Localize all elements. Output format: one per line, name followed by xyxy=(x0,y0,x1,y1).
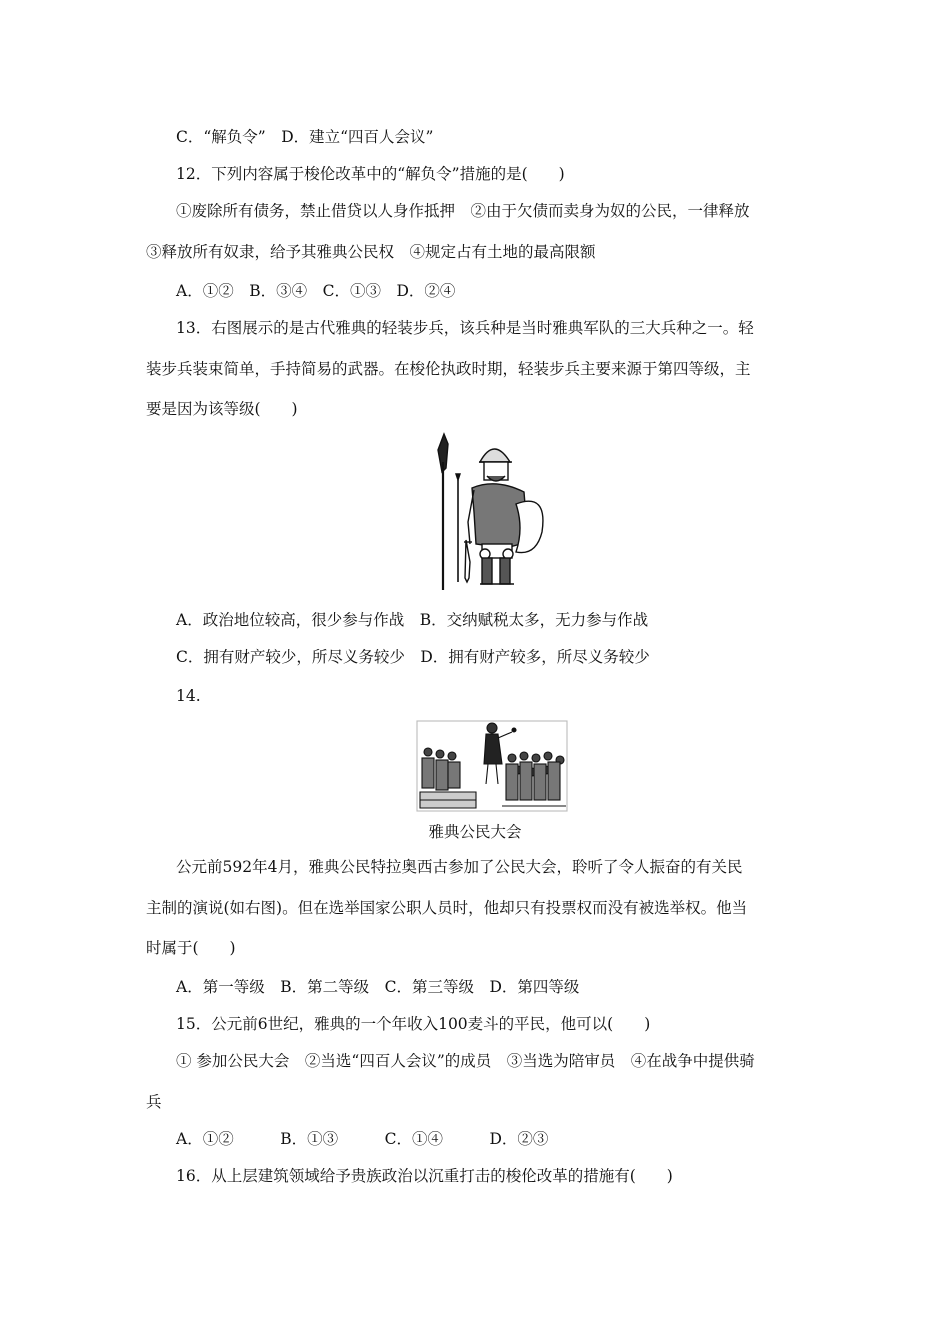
q15-stem: 15．公元前6世纪，雅典的一个年收入100麦斗的平民，他可以( ) xyxy=(176,1015,651,1033)
q13-stem-2: 装步兵装束简单，手持简易的武器。在梭伦执政时期，轻装步兵主要来源于第四等级，主 xyxy=(146,360,751,378)
citizen-assembly-illustration xyxy=(416,720,568,812)
q15-options: A．①② B．①③ C．①④ D．②③ xyxy=(176,1130,549,1148)
light-infantry-illustration xyxy=(432,432,552,592)
q13-options-ab: A．政治地位较高，很少参与作战 B．交纳赋税太多，无力参与作战 xyxy=(176,611,649,629)
q14-stem-2: 主制的演说(如右图)。但在选举国家公职人员时，他却只有投票权而没有被选举权。他当 xyxy=(146,899,748,917)
q13-stem-3: 要是因为该等级( ) xyxy=(146,400,298,418)
q14-stem-1: 公元前592年4月，雅典公民特拉奥西古参加了公民大会，聆听了令人振奋的有关民 xyxy=(176,858,743,876)
q13-stem-1: 13．右图展示的是古代雅典的轻装步兵，该兵种是当时雅典军队的三大兵种之一。轻 xyxy=(176,319,754,337)
q11-options-cd: C．“解负令” D．建立“四百人会议” xyxy=(176,128,434,146)
q12-stem: 12．下列内容属于梭伦改革中的“解负令”措施的是( ) xyxy=(176,165,565,183)
q14-number: 14. xyxy=(176,687,201,705)
q15-statements-1: ① 参加公民大会 ②当选“四百人会议”的成员 ③当选为陪审员 ④在战争中提供骑 xyxy=(176,1052,755,1070)
q13-options-cd: C．拥有财产较少，所尽义务较少 D．拥有财产较多，所尽义务较少 xyxy=(176,648,650,666)
q14-stem-3: 时属于( ) xyxy=(146,939,236,957)
q12-options: A．①② B．③④ C．①③ D．②④ xyxy=(176,282,456,300)
q12-statements-2: ③释放所有奴隶，给予其雅典公民权 ④规定占有土地的最高限额 xyxy=(146,243,596,261)
q14-options: A．第一等级 B．第二等级 C．第三等级 D．第四等级 xyxy=(176,978,580,996)
figure-caption: 雅典公民大会 xyxy=(428,823,522,841)
q12-statements-1: ①废除所有债务，禁止借贷以人身作抵押 ②由于欠债而卖身为奴的公民，一律释放 xyxy=(176,202,750,220)
q16-stem: 16．从上层建筑领域给予贵族政治以沉重打击的梭伦改革的措施有( ) xyxy=(176,1167,673,1185)
q15-statements-2: 兵 xyxy=(146,1093,162,1111)
